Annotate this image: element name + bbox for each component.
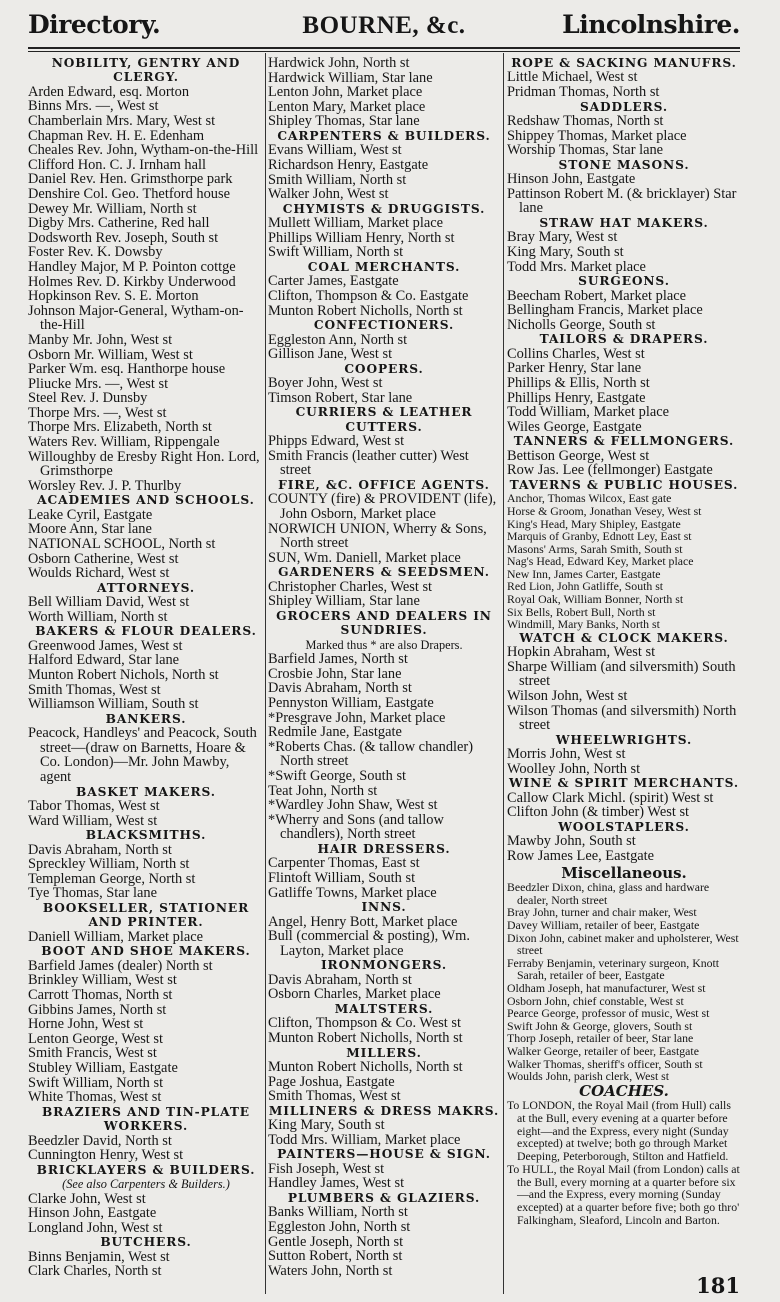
directory-entry: Swift John & George, glovers, South st — [507, 1018, 693, 1033]
directory-entry: Thorpe Mrs. Elizabeth, North st — [28, 419, 212, 436]
directory-entry: Foster Rev. K. Dowsby — [28, 244, 163, 261]
section-heading: COAL MERCHANTS. — [307, 259, 461, 274]
directory-entry: Davis Abraham, North st — [268, 971, 412, 988]
directory-entry: Hardwick William, Star lane — [268, 69, 433, 86]
directory-entry: Handley Major, M P. Pointon cottge — [28, 258, 236, 275]
directory-entry: Todd Mrs. Market place — [507, 258, 646, 275]
directory-entry: Davis Abraham, North st — [268, 680, 412, 697]
section-heading: TAILORS & DRAPERS. — [539, 332, 709, 347]
directory-entry: King Mary, South st — [507, 243, 624, 260]
section-heading: IRONMONGERS. — [320, 958, 448, 973]
header-left-title: Directory. — [28, 10, 161, 39]
directory-entry: King Mary, South st — [268, 1117, 385, 1134]
directory-entry: Angel, Henry Bott, Market place — [268, 913, 458, 930]
directory-entry: Chapman Rev. H. E. Edenham — [28, 127, 205, 144]
directory-entry: Masons' Arms, Sarah Smith, South st — [507, 541, 683, 556]
directory-entry: Waters John, North st — [268, 1262, 393, 1279]
directory-entry: Manby Mr. John, West st — [28, 331, 173, 348]
section-heading: WINE & SPIRIT MERCHANTS. — [508, 776, 740, 791]
section-note: Marked thus * are also Drapers. — [305, 637, 463, 652]
section-heading: BUTCHERS. — [100, 1235, 192, 1250]
directory-entry: Moore Ann, Star lane — [28, 521, 152, 538]
directory-entry: Osborn Charles, Market place — [268, 986, 441, 1003]
section-heading: GROCERS AND DEALERS IN SUNDRIES. — [276, 608, 492, 638]
directory-entry: *Roberts Chas. (& tallow chandler) North street — [268, 738, 474, 770]
directory-entry: Bray John, turner and chair maker, West — [507, 905, 697, 920]
directory-entry: Oldham Joseph, hat manufacturer, West st — [507, 980, 706, 995]
section-heading: MALTSTERS. — [334, 1001, 434, 1016]
section-heading: MILLERS. — [346, 1045, 422, 1060]
directory-entry: Thorpe Mrs. —, West st — [28, 404, 167, 421]
section-heading: STRAW HAT MAKERS. — [539, 215, 709, 230]
section-heading: MILLINERS & DRESS MAKRS. — [268, 1103, 500, 1118]
directory-entry: Dixon John, cabinet maker and upholsterer, West street — [507, 930, 739, 958]
directory-entry: Barfield James, North st — [268, 651, 408, 668]
directory-entry: *Wardley John Shaw, West st — [268, 797, 438, 814]
section-heading: WHEELWRIGHTS. — [555, 732, 693, 747]
section-heading: SURGEONS. — [578, 274, 670, 289]
directory-entry: Willoughby de Eresby Right Hon. Lord, Grimsthorpe — [28, 448, 260, 480]
directory-entry: Beedzler Dixon, china, glass and hardware dealer, North street — [507, 880, 710, 907]
directory-entry: Bettison George, West st — [507, 447, 650, 464]
section-heading: NOBILITY, GENTRY AND CLERGY. — [51, 56, 241, 85]
directory-entry: Munton Robert Nicholls, North st — [268, 1058, 463, 1075]
directory-entry: Beedzler David, North st — [28, 1132, 172, 1149]
directory-entry: Phillips William Henry, North st — [268, 229, 455, 246]
directory-entry: Clark Charles, North st — [28, 1263, 162, 1280]
directory-entry: Hardwick John, North st — [268, 55, 410, 71]
section-heading: SADDLERS. — [579, 99, 669, 114]
directory-entry: Templeman George, North st — [28, 870, 196, 887]
directory-entry: Pearce George, professor of music, West st — [507, 1006, 710, 1021]
directory-entry: Tye Thomas, Star lane — [28, 885, 158, 902]
header-rule — [28, 47, 740, 49]
directory-entry: Munton Robert Nicholls, North st — [268, 1029, 463, 1046]
directory-entry: NATIONAL SCHOOL, North st — [28, 536, 216, 553]
directory-entry: Phillips Henry, Eastgate — [507, 389, 646, 406]
directory-entry: Woulds Richard, West st — [28, 565, 170, 582]
directory-entry: Gibbins James, North st — [28, 1001, 167, 1018]
directory-entry: Brinkley William, West st — [28, 972, 177, 989]
directory-entry: Ward William, West st — [28, 812, 158, 829]
directory-column-2 — [268, 56, 500, 1278]
directory-entry: Windmill, Mary Banks, North st — [507, 617, 660, 632]
page-header — [28, 8, 740, 48]
miscellaneous-heading: Miscellaneous. — [561, 863, 687, 882]
directory-entry: Osborn John, chief constable, West st — [507, 993, 684, 1008]
section-heading: TAVERNS & PUBLIC HOUSES. — [509, 477, 739, 492]
directory-entry: Cheales Rev. John, Wytham-on-the-Hill — [28, 142, 259, 159]
directory-entry: Worth William, North st — [28, 608, 168, 625]
directory-entry: Pennyston William, Eastgate — [268, 695, 434, 712]
directory-entry: Arden Edward, esq. Morton — [28, 83, 190, 100]
directory-column-3 — [507, 56, 741, 1226]
directory-entry: Dewey Mr. William, North st — [28, 200, 197, 217]
directory-entry: Richardson Henry, Eastgate — [268, 156, 429, 173]
directory-entry: Handley James, West st — [268, 1175, 405, 1192]
directory-entry: Clifton, Thompson & Co. Eastgate — [268, 287, 469, 304]
directory-entry: Munton Robert Nichols, North st — [28, 667, 219, 683]
directory-entry: *Swift George, South st — [268, 768, 407, 785]
section-heading: CURRIERS & LEATHER CUTTERS. — [295, 405, 473, 434]
directory-entry: Todd Mrs. William, Market place — [268, 1131, 461, 1148]
directory-entry: Walker Thomas, sheriff's officer, South st — [507, 1056, 703, 1071]
directory-entry: Swift William, North st — [268, 244, 404, 261]
directory-entry: Lenton Mary, Market place — [268, 98, 426, 115]
directory-entry: Sutton Robert, North st — [268, 1248, 403, 1265]
section-heading: BRICKLAYERS & BUILDERS. — [36, 1162, 256, 1177]
directory-entry: Woulds John, parish clerk, West st — [507, 1069, 670, 1084]
column-divider — [265, 53, 266, 1294]
directory-entry: Worsley Rev. J. P. Thurlby — [28, 477, 182, 494]
page-number: 181 — [696, 1273, 740, 1298]
directory-entry: Holmes Rev. D. Kirkby Underwood — [28, 273, 236, 290]
directory-entry: Redshaw Thomas, North st — [507, 113, 664, 129]
directory-entry: Walker John, West st — [268, 186, 389, 203]
directory-entry: Carter James, Eastgate — [268, 273, 399, 290]
directory-entry: Worship Thomas, Star lane — [507, 142, 664, 159]
directory-entry: Morris John, West st — [507, 746, 626, 763]
column-divider — [503, 53, 504, 1294]
directory-entry: Clifton John (& timber) West st — [507, 804, 690, 821]
section-heading: INNS. — [361, 900, 407, 915]
directory-entry: King's Head, Mary Shipley, Eastgate — [507, 516, 681, 531]
coach-entry: To LONDON, the Royal Mail (from Hull) calls at the Bull, every evening at a quarter before eight—and the Express, every night (Sunday excepted) at twelve; both go through Market Deeping, Peterborough, Stilton and Hatfield. — [507, 1098, 731, 1164]
directory-entry: Steel Rev. J. Dunsby — [28, 390, 148, 407]
directory-entry: Crosbie John, Star lane — [268, 665, 402, 682]
section-heading: ATTORNEYS. — [97, 580, 195, 595]
directory-entry: White Thomas, West st — [28, 1089, 162, 1106]
directory-entry: Carpenter Thomas, East st — [268, 855, 420, 872]
section-heading: PLUMBERS & GLAZIERS. — [287, 1190, 481, 1205]
directory-entry: Johnson Major-General, Wytham-on-the-Hill — [28, 302, 244, 334]
directory-entry: Hinson John, Eastgate — [507, 171, 636, 188]
directory-entry: Horne John, West st — [28, 1016, 144, 1033]
directory-entry: Osborn Catherine, West st — [28, 550, 179, 567]
directory-entry: Smith Thomas, West st — [28, 681, 161, 698]
directory-entry: Royal Oak, William Bonner, North st — [507, 592, 684, 607]
directory-entry: Munton Robert Nicholls, North st — [268, 302, 463, 319]
directory-entry: Mullett William, Market place — [268, 215, 443, 232]
section-heading: BOOKSELLER, STATIONER AND PRINTER. — [42, 900, 250, 930]
directory-entry: Pattinson Robert M. (& bricklayer) Star lane — [507, 185, 737, 217]
directory-entry: Nicholls George, South st — [507, 316, 656, 333]
directory-entry: Smith Francis (leather cutter) West street — [268, 447, 469, 479]
section-heading: BOOT AND SHOE MAKERS. — [41, 944, 251, 959]
directory-entry: Walker George, retailer of beer, Eastgate — [507, 1043, 699, 1058]
directory-entry: Clarke John, West st — [28, 1190, 146, 1207]
directory-entry: Davis Abraham, North st — [28, 841, 172, 858]
directory-entry: Hopkin Abraham, West st — [507, 644, 656, 661]
directory-entry: Williamson William, South st — [28, 696, 199, 713]
directory-entry: Smith Thomas, West st — [268, 1088, 401, 1105]
section-heading: STONE MASONS. — [558, 157, 690, 172]
directory-entry: Anchor, Thomas Wilcox, East gate — [507, 491, 672, 506]
directory-entry: COUNTY (fire) & PROVIDENT (life), John Osborn, Market place — [268, 491, 497, 522]
directory-entry: Six Bells, Robert Bull, North st — [507, 604, 656, 619]
directory-entry: Parker Wm. esq. Hanthorpe house — [28, 361, 226, 378]
directory-entry: Evans William, West st — [268, 142, 402, 159]
directory-entry: Clifton, Thompson & Co. West st — [268, 1015, 462, 1032]
header-rule-thin — [28, 51, 740, 52]
directory-entry: Banks William, North st — [268, 1204, 408, 1221]
section-heading: COOPERS. — [344, 361, 424, 376]
coach-entry: To HULL, the Royal Mail (from London) calls at the Bull, every morning at a quarter before six—and the Express, every morning (Sunday excepted) at a quarter before five; both go thro' Falkingham, Sleaford, Lincoln and Barton. — [507, 1161, 740, 1227]
directory-entry: Row Jas. Lee (fellmonger) Eastgate — [507, 462, 713, 479]
section-heading: WOOLSTAPLERS. — [558, 820, 690, 834]
directory-entry: Nag's Head, Edward Key, Market place — [507, 554, 694, 569]
directory-entry: Swift William, North st — [28, 1074, 164, 1091]
header-center-title: BOURNE, &c. — [302, 12, 466, 39]
directory-entry: Christopher Charles, West st — [268, 578, 433, 595]
directory-entry: Spreckley William, North st — [28, 856, 190, 873]
directory-entry: Bell William David, West st — [28, 594, 190, 611]
directory-column-1 — [28, 56, 264, 1279]
directory-entry: Barfield James (dealer) North st — [28, 957, 213, 974]
directory-entry: Lenton George, West st — [28, 1030, 163, 1047]
directory-entry: Digby Mrs. Catherine, Red hall — [28, 215, 210, 232]
section-heading: CHYMISTS & DRUGGISTS. — [282, 201, 486, 216]
directory-entry: Tabor Thomas, West st — [28, 797, 160, 814]
coaches-heading: COACHES. — [579, 1081, 669, 1100]
directory-entry: Chamberlain Mrs. Mary, West st — [28, 113, 216, 129]
section-heading: ROPE & SACKING MANUFRS. — [511, 56, 737, 70]
directory-entry: Ferraby Benjamin, veterinary surgeon, Knott Sarah, retailer of beer, Eastgate — [507, 955, 720, 983]
directory-entry: Waters Rev. William, Rippengale — [28, 434, 220, 451]
directory-entry: Eggleston Ann, North st — [268, 331, 408, 348]
directory-entry: Carrott Thomas, North st — [28, 986, 173, 1003]
directory-entry: Denshire Col. Geo. Thetford house — [28, 185, 230, 202]
directory-entry: Mawby John, South st — [507, 833, 636, 850]
directory-entry: Peacock, Handleys' and Peacock, South street—(draw on Barnetts, Hoare & Co. London)—Mr. John Mawby, agent — [28, 725, 257, 785]
directory-entry: Bray Mary, West st — [507, 229, 618, 246]
directory-entry: Phipps Edward, West st — [268, 433, 405, 450]
directory-entry: Gillison Jane, West st — [268, 346, 393, 363]
directory-entry: Daniel Rev. Hen. Grimsthorpe park — [28, 171, 233, 188]
directory-entry: Smith Francis, West st — [28, 1045, 157, 1062]
directory-entry: Bellingham Francis, Market place — [507, 302, 703, 319]
directory-entry: Gentle Joseph, North st — [268, 1233, 404, 1250]
header-right-title: Lincolnshire. — [562, 10, 740, 39]
directory-entry: Davey William, retailer of beer, Eastgate — [507, 917, 700, 932]
section-heading: BANKERS. — [105, 711, 187, 726]
section-heading: GARDENERS & SEEDSMEN. — [278, 565, 490, 580]
directory-entry: Timson Robert, Star lane — [268, 389, 413, 406]
section-heading: BASKET MAKERS. — [76, 784, 216, 799]
directory-entry: Phillips & Ellis, North st — [507, 374, 650, 391]
directory-entry: Little Michael, West st — [507, 69, 638, 86]
section-heading: BRAZIERS AND TIN-PLATE WORKERS. — [41, 1104, 250, 1134]
section-note: (See also Carpenters & Builders.) — [62, 1177, 230, 1192]
directory-entry: Boyer John, West st — [268, 375, 383, 392]
directory-entry: Thorp Joseph, retailer of beer, Star lane — [507, 1031, 694, 1046]
section-heading: PAINTERS—HOUSE & SIGN. — [277, 1147, 491, 1162]
directory-entry: Pliucke Mrs. —, West st — [28, 375, 169, 392]
directory-entry: Row James Lee, Eastgate — [507, 848, 655, 864]
directory-entry: Osborn Mr. William, West st — [28, 346, 193, 363]
directory-entry: Marquis of Granby, Ednott Ley, East st — [507, 529, 692, 544]
directory-entry: Eggleston John, North st — [268, 1218, 411, 1235]
directory-entry: New Inn, James Carter, Eastgate — [507, 566, 661, 581]
directory-entry: Parker Henry, Star lane — [507, 360, 642, 377]
section-heading: BLACKSMITHS. — [85, 828, 207, 843]
directory-entry: Leake Cyril, Eastgate — [28, 506, 153, 523]
directory-entry: Bull (commercial & posting), Wm. Layton, Market place — [268, 928, 470, 959]
directory-entry: Hopkinson Rev. S. E. Morton — [28, 288, 199, 305]
directory-entry: Horse & Groom, Jonathan Vesey, West st — [507, 503, 702, 518]
directory-entry: Beecham Robert, Market place — [507, 287, 687, 304]
section-heading: CARPENTERS & BUILDERS. — [277, 128, 491, 143]
directory-entry: Clifford Hon. C. J. Irnham hall — [28, 156, 206, 173]
directory-entry: *Presgrave John, Market place — [268, 709, 446, 726]
section-heading: ACADEMIES AND SCHOOLS. — [37, 493, 255, 508]
directory-entry: Dodsworth Rev. Joseph, South st — [28, 229, 219, 246]
directory-entry: Greenwood James, West st — [28, 637, 183, 654]
directory-entry: Woolley John, North st — [507, 760, 641, 777]
directory-entry: Stubley William, Eastgate — [28, 1059, 178, 1076]
section-heading: CONFECTIONERS. — [313, 318, 455, 333]
directory-entry: Pridman Thomas, North st — [507, 84, 660, 100]
directory-entry: Wiles George, Eastgate — [507, 418, 642, 435]
directory-entry: Redmile Jane, Eastgate — [268, 724, 402, 741]
directory-entry: Flintoft William, South st — [268, 870, 416, 886]
directory-entry: Sharpe William (and silversmith) South street — [507, 658, 736, 690]
section-heading: FIRE, &C. OFFICE AGENTS. — [278, 477, 490, 492]
directory-entry: Halford Edward, Star lane — [28, 652, 180, 669]
section-heading: WATCH & CLOCK MAKERS. — [519, 630, 729, 645]
directory-entry: Smith William, North st — [268, 171, 407, 188]
directory-entry: Binns Mrs. —, West st — [28, 98, 159, 115]
directory-entry: Lenton John, Market place — [268, 84, 423, 101]
directory-entry: NORWICH UNION, Wherry & Sons, North street — [268, 520, 487, 552]
directory-entry: Todd William, Market place — [507, 404, 669, 421]
section-heading: BAKERS & FLOUR DEALERS. — [35, 624, 257, 639]
directory-entry: Shipley William, Star lane — [268, 593, 420, 610]
directory-entry: Red Lion, John Gatliffe, South st — [507, 579, 664, 594]
directory-entry: Page Joshua, Eastgate — [268, 1073, 395, 1090]
directory-entry: Gatliffe Towns, Market place — [268, 884, 437, 901]
directory-entry: Fish Joseph, West st — [268, 1160, 385, 1177]
directory-entry: Callow Clark Michl. (spirit) West st — [507, 789, 714, 806]
directory-entry: *Wherry and Sons (and tallow chandlers), North street — [268, 811, 444, 843]
directory-entry: Daniell William, Market place — [28, 928, 203, 945]
directory-entry: Longland John, West st — [28, 1219, 163, 1236]
directory-entry: Hinson John, Eastgate — [28, 1205, 157, 1222]
directory-entry: Binns Benjamin, West st — [28, 1248, 170, 1265]
section-heading: HAIR DRESSERS. — [317, 842, 451, 856]
directory-entry: Wilson John, West st — [507, 688, 628, 705]
directory-entry: Shipley Thomas, Star lane — [268, 113, 420, 130]
directory-entry: Wilson Thomas (and silversmith) North street — [507, 702, 737, 734]
directory-entry: Collins Charles, West st — [507, 345, 645, 362]
directory-entry: Teat John, North st — [268, 782, 378, 799]
directory-entry: Cunnington Henry, West st — [28, 1147, 184, 1164]
directory-entry: SUN, Wm. Daniell, Market place — [268, 549, 461, 566]
section-heading: TANNERS & FELLMONGERS. — [513, 434, 735, 449]
directory-entry: Shippey Thomas, Market place — [507, 127, 687, 144]
